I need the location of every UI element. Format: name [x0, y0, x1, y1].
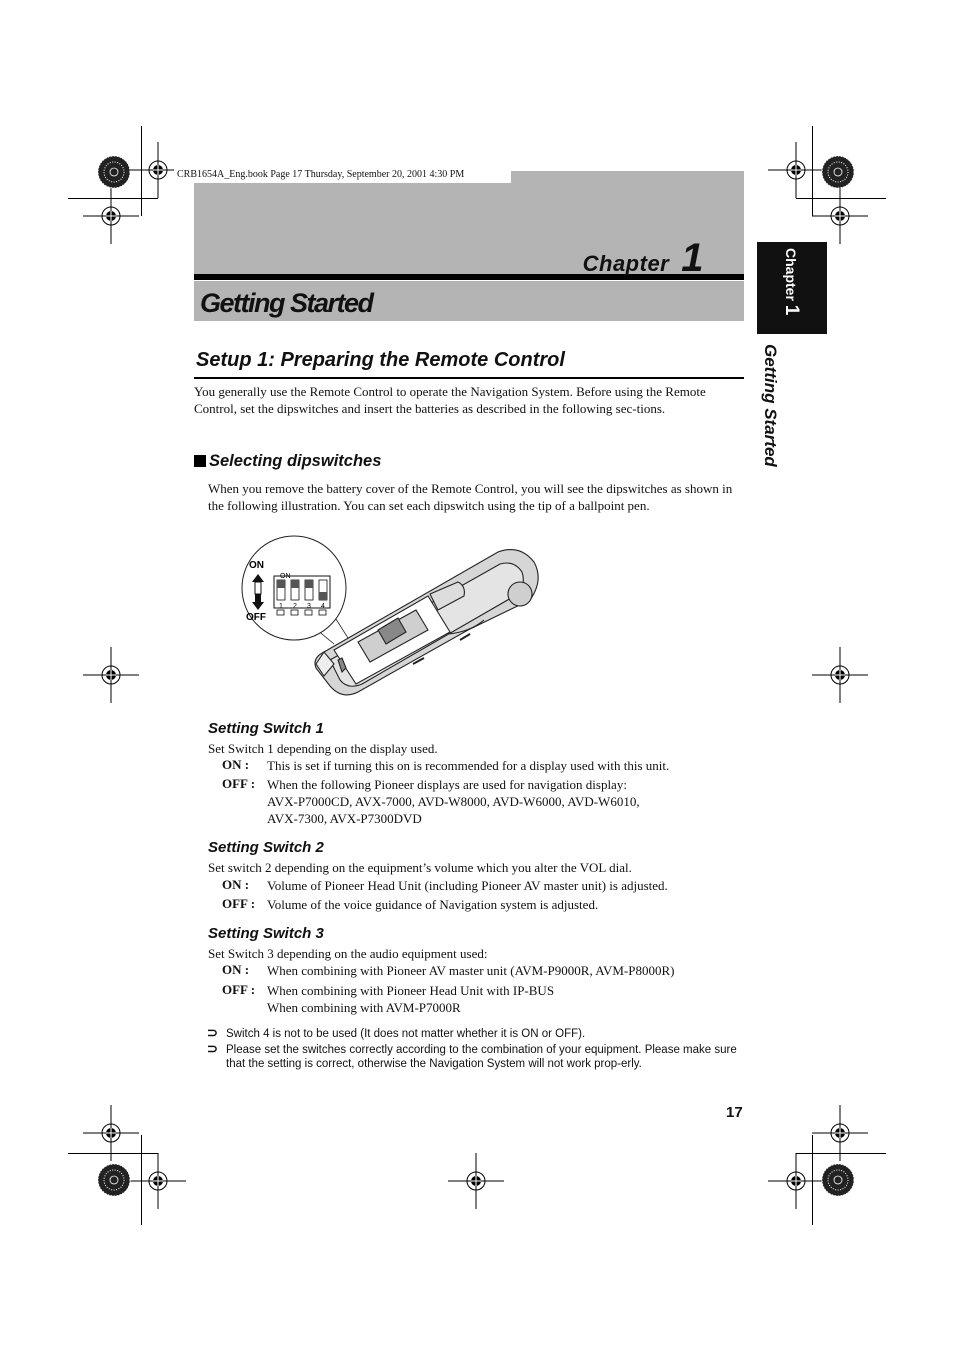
registration-mark: [83, 1105, 139, 1161]
on-label: ON: [249, 560, 264, 571]
switch-2-off-text: Volume of the voice guidance of Navigation system is adjusted.: [267, 897, 599, 912]
registration-mark: [130, 1153, 186, 1209]
dipswitch-heading-text: Selecting dipswitches: [209, 452, 382, 470]
registration-mark: [83, 188, 139, 244]
color-target: [822, 156, 854, 188]
dip-switch-4: [319, 580, 327, 600]
side-tab-chapter-word: Chapter: [783, 248, 799, 301]
switch-3-on-label: ON :: [222, 962, 250, 977]
switch-1-off-line-2: AVX-P7000CD, AVX-7000, AVD-W8000, AVD-W6000, AVD-W6010,: [267, 794, 640, 809]
switch-2-on-label: ON :: [222, 877, 250, 892]
side-tab-chapter: [780, 248, 802, 315]
registration-mark: [768, 1153, 824, 1209]
dip-number-4: 4: [321, 603, 325, 610]
dipswitch-intro: When you remove the battery cover of the Remote Control, you will see the dipswitches as shown in the following illustration. You can set each dipswitch using the tip of a ballpoint pen.: [208, 481, 733, 513]
chapter-label: [583, 236, 704, 281]
section-title: Setup 1: Preparing the Remote Control: [196, 349, 565, 371]
switch-1-off-label: OFF :: [222, 776, 256, 791]
dip-number-2: 2: [293, 603, 297, 610]
switch-1-heading: Setting Switch 1: [208, 720, 324, 737]
off-label: OFF: [246, 612, 266, 623]
switch-3-off-label: OFF :: [222, 982, 256, 997]
switch-1-on-text: This is set if turning this on is recommended for a display used with this unit.: [267, 758, 670, 773]
dip-number-1: 1: [279, 603, 283, 610]
note-arrow-icon: ⊃: [207, 1025, 218, 1040]
book-info: CRB1654A_Eng.book Page 17 Thursday, September 20, 2001 4:30 PM: [174, 167, 511, 183]
switch-2-off-label: OFF :: [222, 896, 256, 911]
registration-mark: [812, 1105, 868, 1161]
dipswitch-heading: [194, 452, 381, 471]
registration-mark: [83, 647, 139, 703]
square-bullet-icon: [194, 455, 206, 467]
switch-1-description: Set Switch 1 depending on the display used.: [208, 741, 438, 756]
side-tab-chapter-number: 1: [781, 304, 802, 316]
dip-on-label: ON: [280, 573, 291, 580]
registration-mark: [812, 647, 868, 703]
color-target: [98, 1164, 130, 1196]
switch-3-off-line-2: When combining with AVM-P7000R: [267, 1000, 461, 1015]
registration-mark: [812, 188, 868, 244]
color-target: [98, 156, 130, 188]
dip-switch-2: [291, 580, 299, 600]
color-target: [822, 1164, 854, 1196]
dip-number-3: 3: [307, 603, 311, 610]
page-number: 17: [726, 1104, 743, 1121]
chapter-word: Chapter: [582, 251, 670, 276]
switch-1-on-label: ON :: [222, 757, 250, 772]
dip-switch-3: [305, 580, 313, 600]
section-intro: You generally use the Remote Control to operate the Navigation System. Before using the Remote Control, set the dipswitches and insert the batteries as described in the following sec-tions.: [194, 384, 706, 416]
switch-2-description: Set switch 2 depending on the equipment’s volume which you alter the VOL dial.: [208, 860, 632, 875]
remote-control-body: [315, 550, 538, 695]
page-title: Getting Started: [200, 288, 373, 318]
registration-mark: [448, 1153, 504, 1209]
switch-3-on-text: When combining with Pioneer AV master unit (AVM-P9000R, AVM-P8000R): [267, 963, 675, 978]
section-rule: [194, 377, 744, 379]
chapter-number: 1: [681, 236, 704, 280]
note-1: Switch 4 is not to be used (It does not matter whether it is ON or OFF).: [226, 1028, 586, 1040]
switch-1-off-line-1: When the following Pioneer displays are used for navigation display:: [267, 777, 627, 792]
side-tab-title: Getting Started: [761, 344, 780, 467]
switch-1-off-line-3: AVX-7300, AVX-P7300DVD: [267, 811, 422, 826]
switch-3-heading: Setting Switch 3: [208, 925, 324, 942]
switch-2-heading: Setting Switch 2: [208, 839, 324, 856]
switch-3-description: Set Switch 3 depending on the audio equipment used:: [208, 946, 488, 961]
note-arrow-icon: ⊃: [207, 1041, 218, 1056]
switch-2-on-text: Volume of Pioneer Head Unit (including Pioneer AV master unit) is adjusted.: [267, 878, 668, 893]
remote-control-illustration: [238, 534, 558, 704]
registration-mark: [768, 142, 824, 198]
note-2: Please set the switches correctly according to the combination of your equipment. Please make sure that the setting is correct, otherwise the Navigation System will not work prop-erly.: [226, 1044, 737, 1070]
dip-switch-1: [277, 580, 285, 600]
switch-3-off-line-1: When combining with Pioneer Head Unit with IP-BUS: [267, 983, 555, 998]
